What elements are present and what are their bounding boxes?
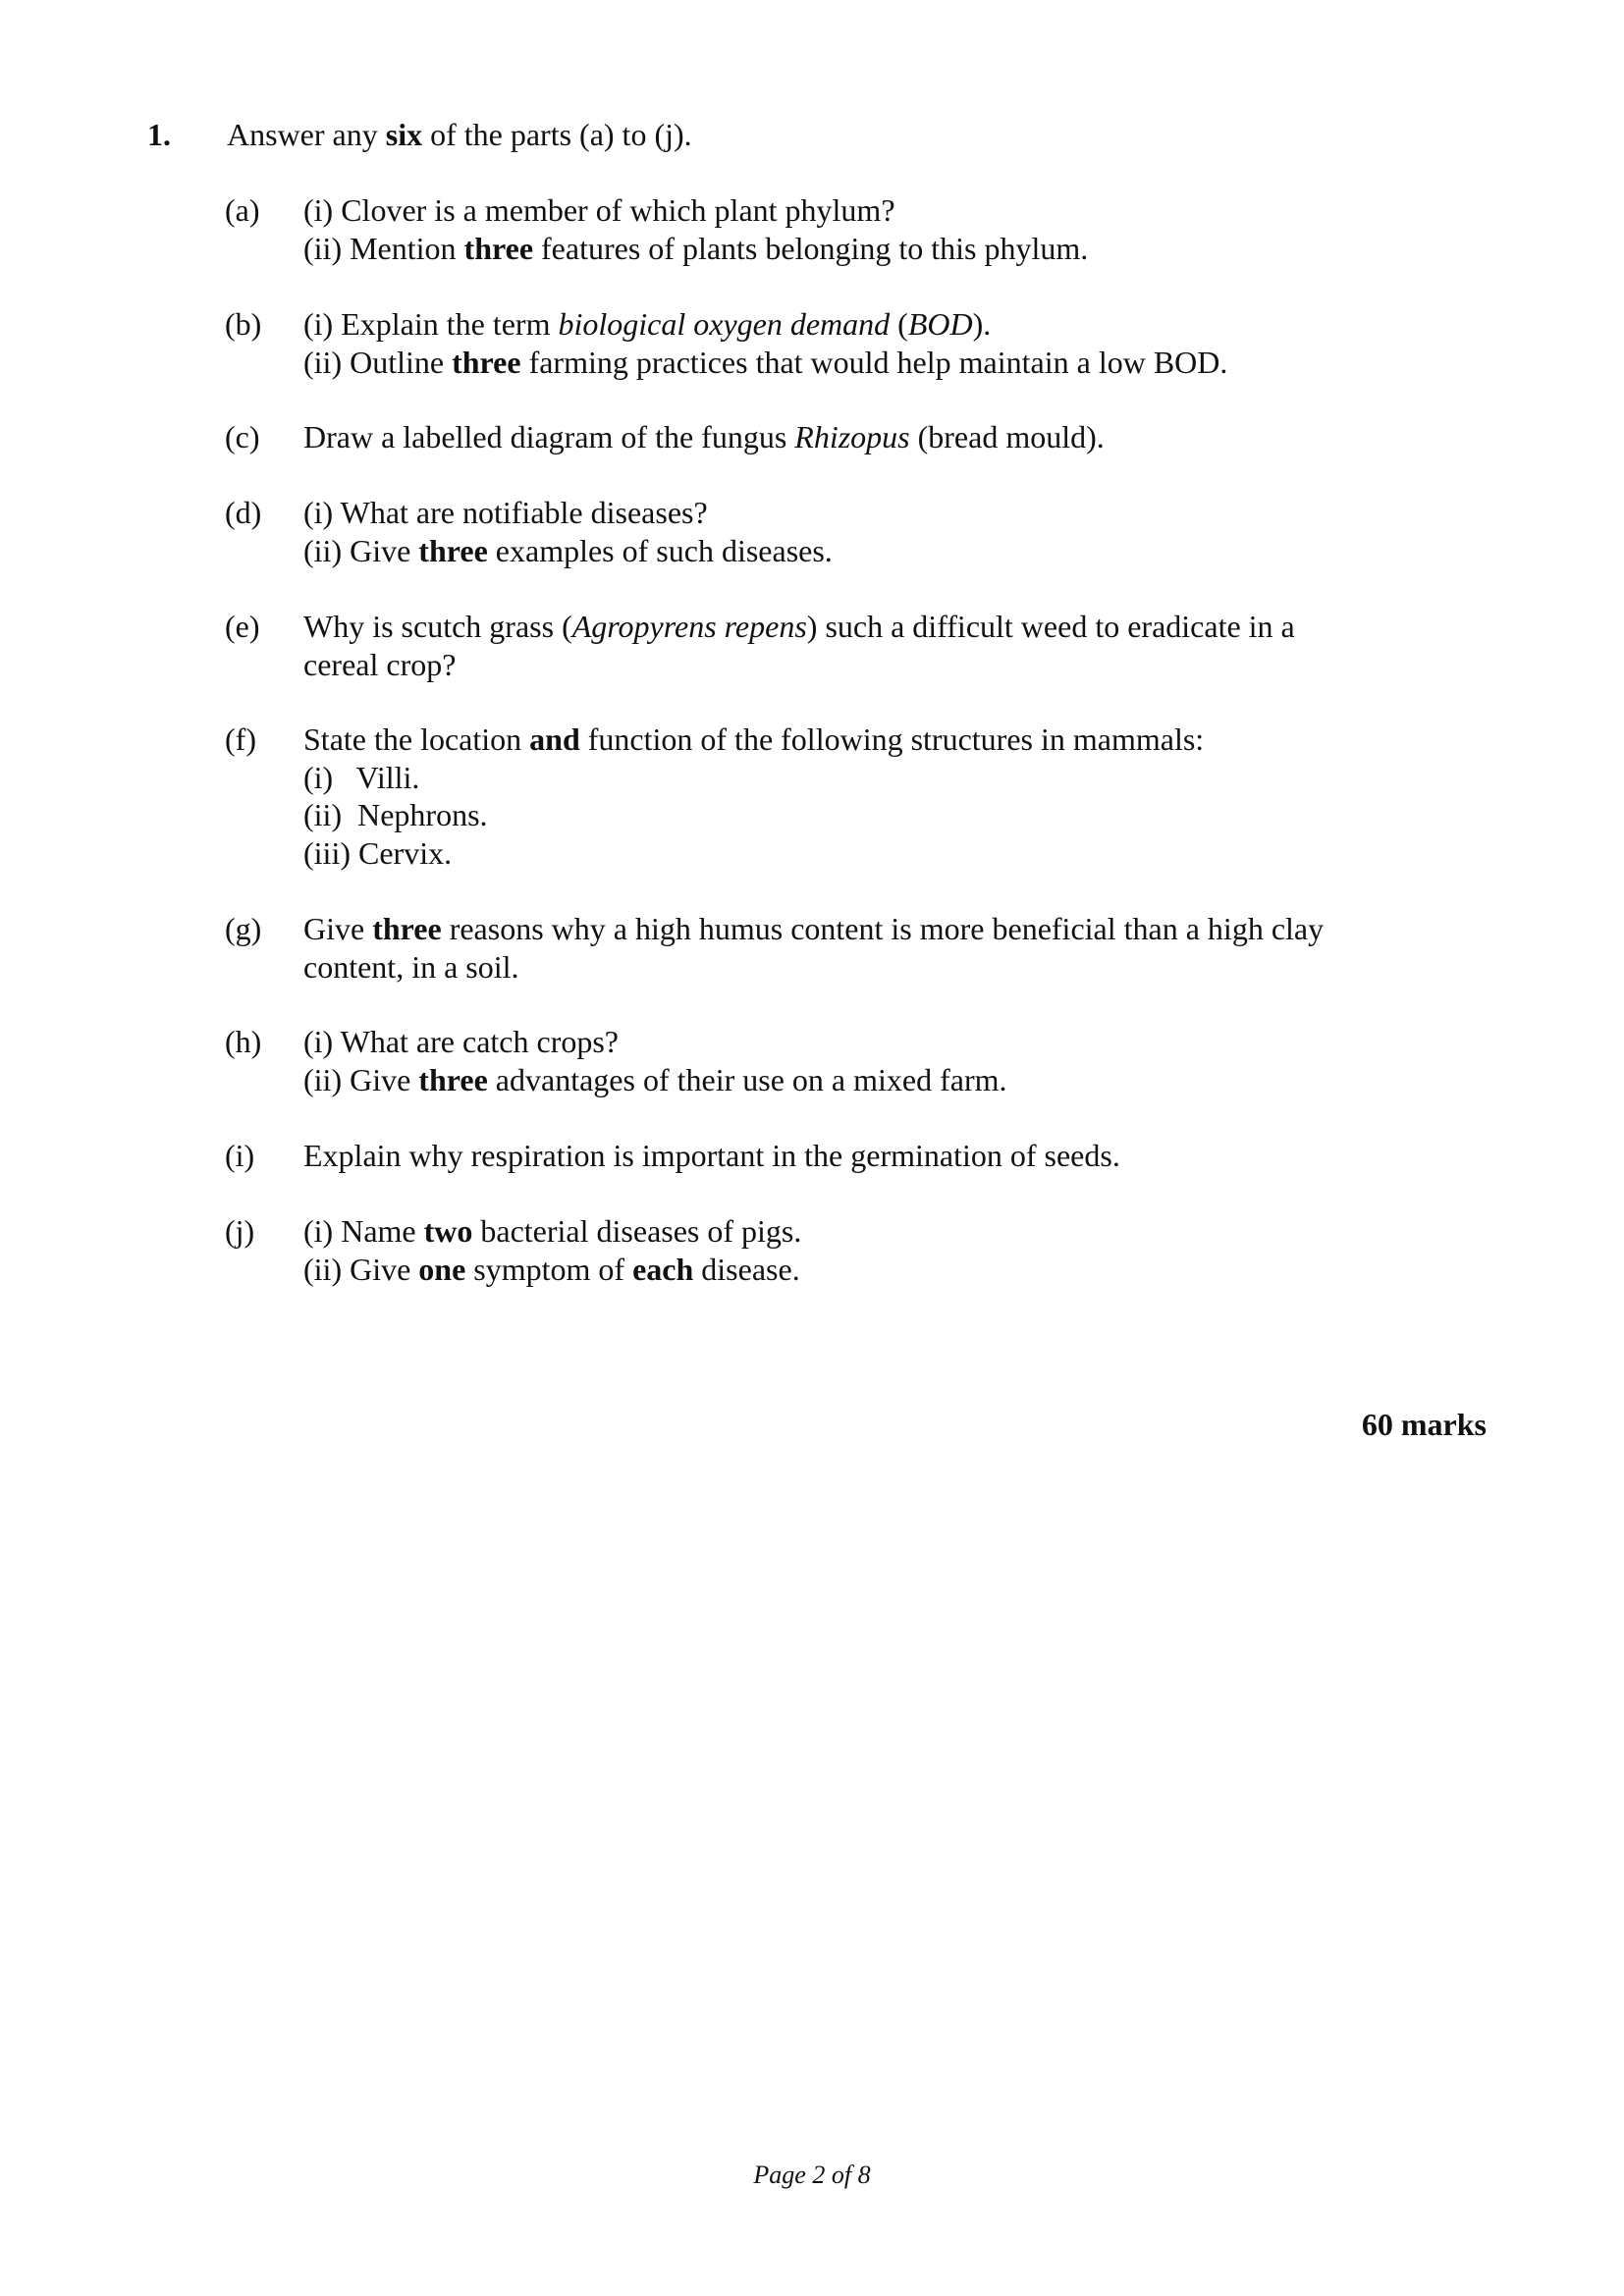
emphasis: three <box>418 1061 488 1097</box>
text: bacterial diseases of pigs. <box>472 1213 802 1249</box>
text: ) such a difficult weed to eradicate in a <box>806 609 1295 644</box>
part-label: (c) <box>225 419 260 454</box>
part-body <box>303 1137 1403 1175</box>
emphasis: three <box>463 230 534 266</box>
text: symptom of <box>465 1251 633 1287</box>
part-line: cereal crop? <box>303 646 457 682</box>
intro-emphasis: six <box>385 117 423 152</box>
part-line <box>303 1212 1403 1251</box>
text: examples of such diseases. <box>487 532 833 568</box>
part-body <box>303 608 1403 683</box>
part-line <box>303 305 1403 344</box>
part-line <box>303 910 1403 948</box>
part-line <box>303 532 1403 570</box>
emphasis: two <box>423 1213 473 1249</box>
emphasis: three <box>452 344 521 380</box>
part-label: (a) <box>225 192 260 228</box>
intro-text: Answer any <box>227 117 386 152</box>
text: ). <box>972 306 992 342</box>
text: State the location <box>303 721 530 757</box>
term: Agropyrens repens <box>571 609 807 644</box>
text: reasons why a high humus content is more beneficial than a high clay <box>441 911 1325 946</box>
page-footer: Page 2 of 8 <box>753 2161 871 2189</box>
term: biological oxygen demand <box>558 306 891 342</box>
part-line: (i) What are notifiable diseases? <box>303 495 708 530</box>
part-label: (f) <box>225 721 256 757</box>
text: Give <box>303 911 373 946</box>
part-line <box>303 344 1403 382</box>
part-label: (b) <box>225 306 262 342</box>
term: Rhizopus <box>794 419 910 454</box>
part-line: content, in a soil. <box>303 948 519 985</box>
emphasis: three <box>372 911 442 946</box>
emphasis: each <box>632 1251 694 1287</box>
text: Draw a labelled diagram of the fungus <box>303 419 795 454</box>
text: (ii) Give <box>303 532 419 568</box>
text: disease. <box>693 1251 800 1287</box>
marks-total: 60 marks <box>1361 1407 1487 1442</box>
part-label: (d) <box>225 495 262 530</box>
part-line <box>303 608 1403 646</box>
emphasis: three <box>418 532 488 568</box>
part-line <box>303 418 1403 456</box>
part-label: (j) <box>225 1213 255 1249</box>
part-label: (e) <box>225 609 260 644</box>
part-line <box>303 1251 1403 1289</box>
part-line: (i) What are catch crops? <box>303 1024 619 1059</box>
term-abbrev: BOD <box>907 306 973 342</box>
text: (bread mould). <box>909 419 1105 454</box>
part-body <box>303 721 1403 872</box>
part-line: (iii) Cervix. <box>303 834 453 871</box>
text: advantages of their use on a mixed farm. <box>487 1061 1007 1097</box>
part-body <box>303 1212 1403 1288</box>
text: Why is scutch grass ( <box>303 609 572 644</box>
intro-text-end: of the parts (a) to (j). <box>422 117 692 152</box>
text: (ii) Give <box>303 1251 419 1287</box>
part-body <box>303 494 1403 569</box>
part-line: Explain why respiration is important in the germination of seeds. <box>303 1138 1120 1173</box>
text: (ii) Give <box>303 1061 419 1097</box>
part-body <box>303 305 1403 381</box>
question-intro <box>227 116 692 153</box>
part-line: (ii) Nephrons. <box>303 797 488 832</box>
emphasis: one <box>418 1251 466 1287</box>
question-number: 1. <box>147 117 171 152</box>
text: ( <box>890 306 908 342</box>
part-label: (g) <box>225 911 262 946</box>
text: (ii) Outline <box>303 344 453 380</box>
emphasis: and <box>529 721 580 757</box>
part-label: (i) <box>225 1138 255 1173</box>
part-line <box>303 230 1403 268</box>
part-label: (h) <box>225 1024 262 1059</box>
part-body <box>303 191 1403 267</box>
text: (i) Name <box>303 1213 424 1249</box>
part-line <box>303 1061 1403 1099</box>
text: farming practices that would help maintain a low BOD. <box>520 344 1228 380</box>
text: (ii) Mention <box>303 230 464 266</box>
part-body <box>303 418 1403 456</box>
part-body <box>303 910 1403 986</box>
part-body <box>303 1023 1403 1098</box>
part-line: (i) Villi. <box>303 759 420 795</box>
part-line: (i) Clover is a member of which plant phylum? <box>303 192 895 228</box>
text: features of plants belonging to this phylum. <box>533 230 1089 266</box>
text: function of the following structures in mammals: <box>579 721 1205 757</box>
part-line <box>303 721 1403 759</box>
text: (i) Explain the term <box>303 306 559 342</box>
